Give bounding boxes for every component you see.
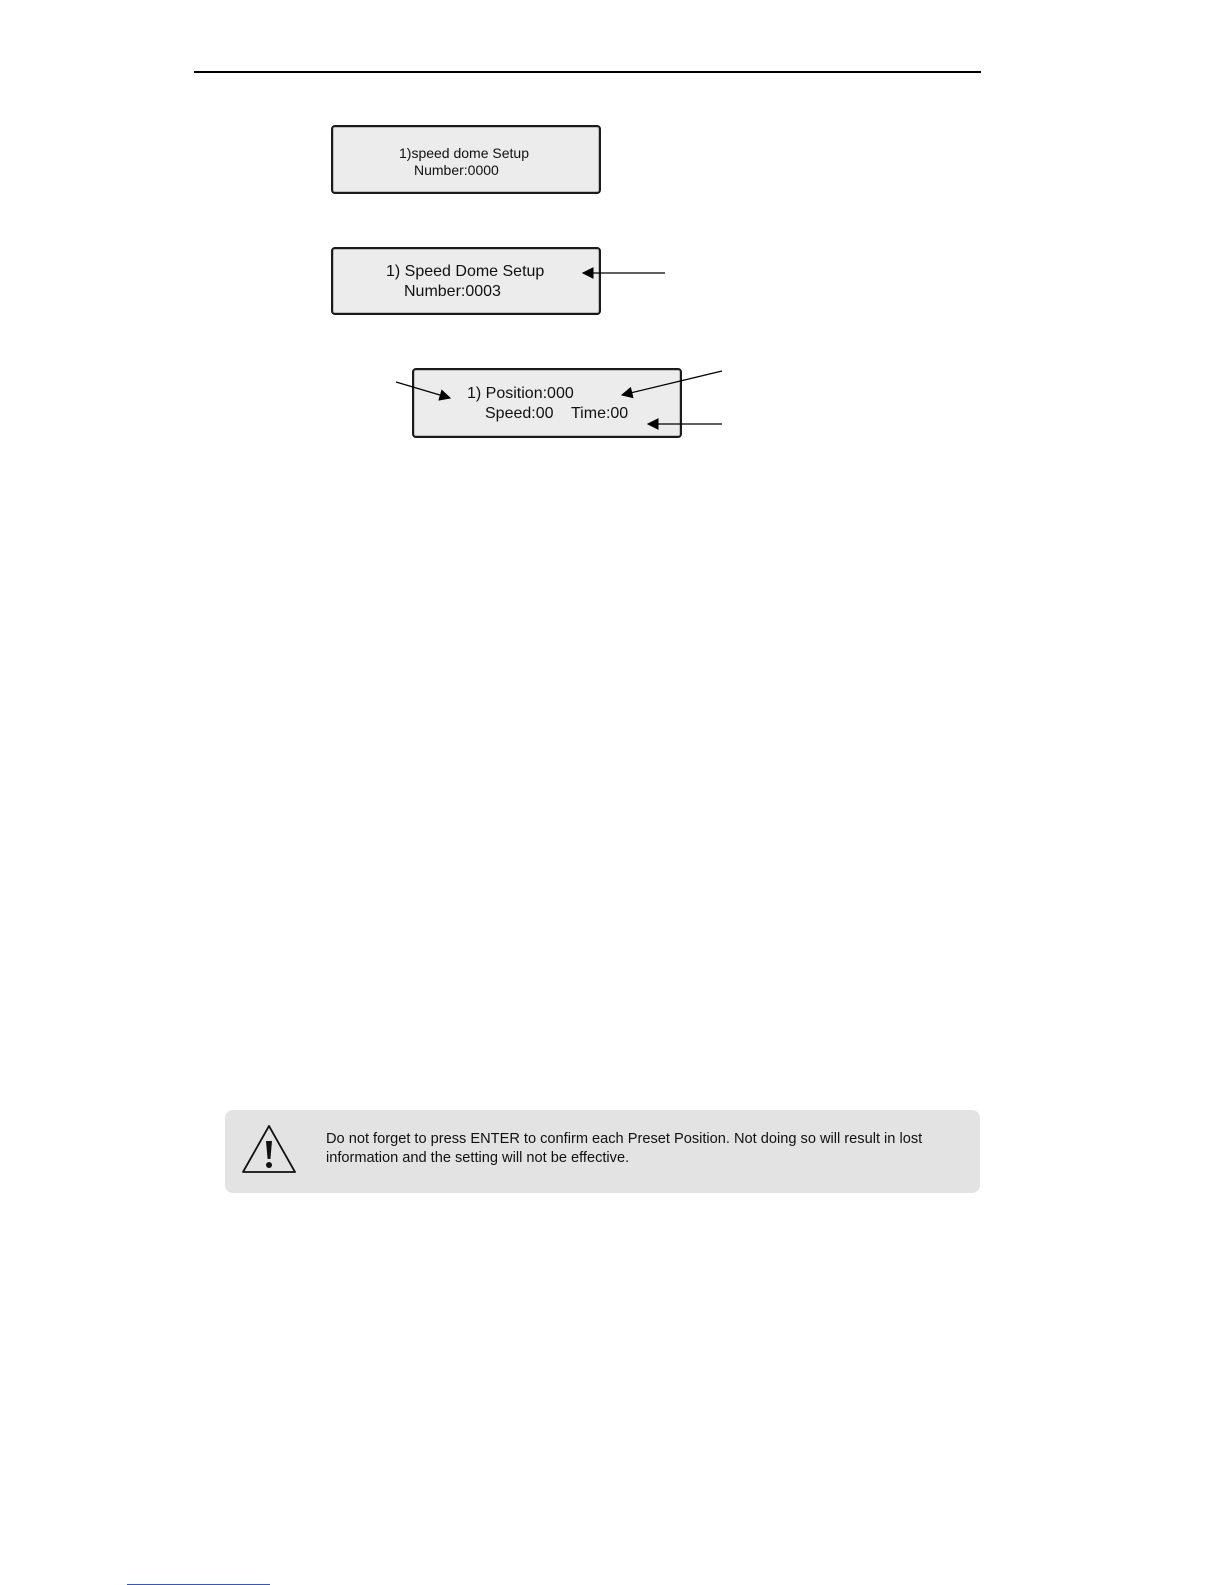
warning-triangle-icon — [240, 1123, 298, 1175]
lcd-line-title: 1)speed dome Setup — [399, 145, 529, 161]
lcd-line-title: 1) Speed Dome Setup — [386, 263, 545, 280]
lcd-line-number: Number:0000 — [414, 162, 499, 178]
lcd-line-speed-time: Speed:00 Time:00 — [485, 405, 629, 422]
lcd-line-number: Number:0003 — [404, 283, 501, 300]
warning-note — [225, 1110, 980, 1193]
lcd-line-position: 1) Position:000 — [467, 385, 574, 402]
warning-text: Do not forget to press ENTER to confirm each Preset Position. Not doing so will result in lost information and the setting will not be effective. — [326, 1131, 923, 1166]
callout-arrow-position — [622, 371, 722, 395]
callout-arrow-preset-index — [396, 382, 450, 398]
